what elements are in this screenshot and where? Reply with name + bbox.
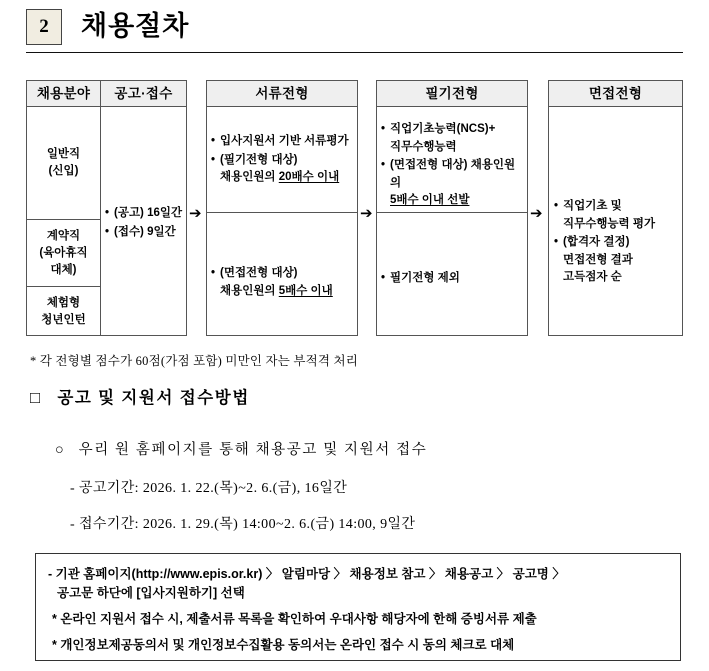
document-top-item-2-sub — [220, 169, 356, 187]
flow-header-notice: 공고·접수 — [100, 80, 187, 107]
framed-note-line-1: - 기관 홈페이지(http://www.epis.or.kr) 〉 알림마당 〉 채용정보 참고 〉 채용공고 〉 공고명 〉 — [48, 567, 565, 581]
field-intern-line2: 청년인턴 — [41, 313, 86, 326]
field-contract-line3: 대체) — [50, 263, 77, 276]
flow-header-written: 필기전형 — [376, 80, 528, 107]
written-bottom-item-1: • 필기전형 제외 — [381, 270, 526, 288]
bullet-text-0: 우리 원 홈페이지를 통해 채용공고 및 지원서 접수 — [78, 442, 428, 458]
interview-item-1-line1: 직업기초 및 — [563, 200, 622, 212]
flow-written-bottom-content — [381, 270, 526, 289]
section-title-row — [26, 8, 683, 54]
flow-cell-field-contract — [27, 220, 100, 286]
subsection-title: 공고 및 지원서 접수방법 — [57, 388, 250, 407]
document-top-item-2-head: (필기전형 대상) — [220, 153, 298, 166]
dash-item-1: - 접수기간: 2026. 1. 29.(목) 14:00~2. 6.(금) 14:00, 9일간 — [70, 517, 416, 532]
document-bottom-item-1 — [211, 265, 356, 300]
field-contract-line1: 계약직 — [46, 229, 81, 242]
flow-arrow-1-icon: ➔ — [189, 205, 202, 222]
interview-item-2-line1: (합격자 결정) — [563, 236, 630, 248]
flow-written-divider — [377, 212, 527, 213]
framed-note-box — [35, 553, 681, 661]
written-top-item-1 — [381, 121, 526, 156]
flow-document-top-content — [211, 133, 356, 188]
field-general-line2: (신입) — [48, 165, 79, 177]
interview-item-1-line2: 직무수행능력 평가 — [563, 217, 656, 230]
flow-divider-field-notice — [100, 106, 101, 336]
dash-item-0: - 공고기간: 2026. 1. 22.(목)~2. 6.(금), 16일간 — [70, 481, 348, 496]
document-top-sub-prefix: 채용인원의 — [220, 171, 279, 183]
document-bottom-sub-emphasis: 5배수 이내 — [278, 284, 333, 297]
page-title: 채용절차 — [81, 11, 190, 41]
bullet-item-0 — [55, 440, 427, 460]
notice-item-1: • (공고) 16일간 — [105, 205, 187, 223]
flow-written-top-content — [381, 121, 526, 211]
document-bottom-item-1-sub — [220, 283, 356, 301]
notice-item-2: • (접수) 9일간 — [105, 224, 187, 242]
framed-note-line-1-continuation: 공고문 하단에 [입사지원하기] 선택 — [57, 586, 245, 600]
flow-document-divider — [207, 212, 357, 213]
flow-interview-content — [554, 198, 682, 288]
flow-arrow-3-icon: ➔ — [530, 205, 543, 222]
flow-cell-notice-content — [105, 205, 187, 242]
document-top-item-2 — [211, 152, 356, 187]
document-top-sub-emphasis: 20배수 이내 — [278, 171, 340, 183]
written-top-item-1-line2: 직무수행능력 — [390, 140, 457, 153]
subsection-heading — [30, 387, 250, 409]
written-top-item-2 — [381, 157, 526, 210]
flow-header-document: 서류전형 — [206, 80, 358, 107]
field-intern-line1: 체험형 — [46, 296, 81, 309]
title-underline-rule — [26, 52, 683, 53]
interview-item-2-line2: 면접전형 결과 — [563, 253, 633, 266]
document-top-item-1: • 입사지원서 기반 서류평가 — [211, 133, 356, 151]
table-footnote: * 각 전형별 점수가 60점(가점 포함) 미만인 자는 부적격 처리 — [30, 354, 359, 368]
interview-item-1 — [554, 198, 682, 233]
field-general-line1: 일반직 — [46, 148, 81, 160]
interview-item-2-line3: 고득점자 순 — [563, 271, 622, 283]
subsection-marker-icon: □ — [30, 388, 42, 407]
field-contract-line2: (육아휴직 — [39, 246, 88, 259]
written-top-item-1-line1: 직업기초능력(NCS)+ — [390, 123, 496, 135]
interview-item-2 — [554, 234, 682, 287]
section-number-box: 2 — [26, 9, 62, 45]
flow-document-bottom-content — [211, 265, 356, 301]
framed-note-line-2: * 온라인 지원서 접수 시, 제출서류 목록을 확인하여 우대사항 해당자에 한해 증빙서류 제출 — [52, 612, 537, 626]
flow-cell-field-intern — [27, 287, 100, 336]
written-top-item-2-emphasis: 5배수 이내 선발 — [390, 194, 470, 206]
flow-arrow-2-icon: ➔ — [360, 205, 373, 222]
flow-header-interview: 면접전형 — [548, 80, 683, 107]
document-bottom-item-1-head: (면접전형 대상) — [220, 267, 298, 279]
bullet-marker-icon: ○ — [55, 442, 66, 458]
flow-cell-field-general — [27, 107, 100, 219]
flow-header-field: 채용분야 — [26, 80, 101, 107]
written-top-item-2-line1: (면접전형 대상) 채용인원의 — [390, 159, 516, 189]
document-bottom-sub-prefix: 채용인원의 — [220, 284, 279, 297]
framed-note-line-3: * 개인정보제공동의서 및 개인정보수집활용 동의서는 온라인 접수 시 동의 체크로 대체 — [52, 638, 515, 652]
